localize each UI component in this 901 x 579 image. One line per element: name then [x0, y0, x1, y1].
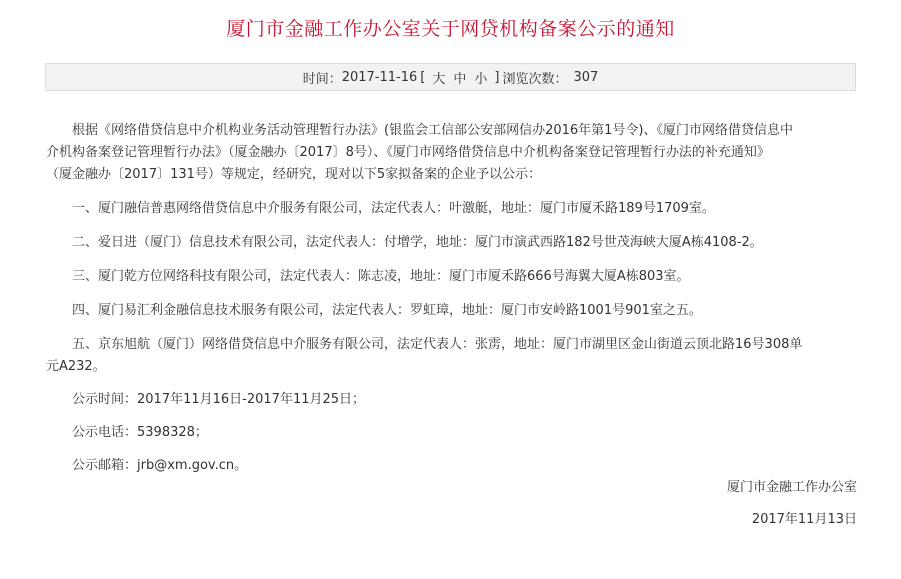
- intro-line-3: （厦金融办〔2017〕131号）等规定，经研究，现对以下5家拟备案的企业予以公示：: [46, 167, 542, 182]
- intro-paragraph: [46, 120, 862, 186]
- bracket-open: [: [420, 69, 426, 85]
- views-count: 307: [573, 69, 599, 85]
- notice-time: 公示时间：2017年11月16日-2017年11月25日；: [72, 392, 366, 407]
- signature-date: 2017年11月13日: [751, 512, 857, 527]
- bracket-close: ]: [494, 69, 500, 85]
- list-item: 二、爱日进（厦门）信息技术有限公司，法定代表人：付增学，地址：厦门市演武西路182号世茂海峡大厦A栋4108-2。: [72, 235, 763, 250]
- article-body: [46, 120, 862, 477]
- notice-email: 公示邮箱：jrb@xm.gov.cn。: [72, 458, 248, 473]
- list-item: 一、厦门融信普惠网络借贷信息中介服务有限公司，法定代表人：叶激艇，地址：厦门市厦禾路189号1709室。: [72, 201, 715, 216]
- views-label: 浏览次数：: [502, 71, 568, 87]
- signature: 厦门市金融工作办公室: [726, 480, 857, 495]
- font-size-small-link[interactable]: 小: [474, 71, 488, 87]
- list-item-5-line-1: 五、京东旭航（厦门）网络借贷信息中介服务有限公司，法定代表人：张雳，地址：厦门市湖里区金山街道云顶北路16号308单: [72, 337, 803, 352]
- list-item: [46, 334, 862, 378]
- list-item: 四、厦门易汇利金融信息技术服务有限公司，法定代表人：罗虹璋，地址：厦门市安岭路1001号901室之五。: [72, 303, 702, 318]
- intro-line-2: 介机构备案登记管理暂行办法》（厦金融办〔2017〕8号）、《厦门市网络借贷信息中介机构备案登记管理暂行办法的补充通知》: [46, 145, 770, 160]
- intro-line-1: 根据《网络借贷信息中介机构业务活动管理暂行办法》(银监会工信部公安部网信办2016年第1号令)、《厦门市网络借贷信息中: [72, 123, 793, 138]
- page-title: 厦门市金融工作办公室关于网贷机构备案公示的通知: [226, 18, 675, 40]
- list-item-5-line-2: 元A232。: [46, 359, 106, 374]
- list-item: 三、厦门乾方位网络科技有限公司，法定代表人：陈志凌，地址：厦门市厦禾路666号海翼大厦A栋803室。: [72, 269, 690, 284]
- font-size-medium-link[interactable]: 中: [453, 71, 467, 87]
- publish-date: 2017-11-16: [341, 69, 418, 85]
- time-label: 时间：: [302, 71, 342, 87]
- notice-phone: 公示电话：5398328；: [72, 425, 208, 440]
- font-size-large-link[interactable]: 大: [432, 71, 446, 87]
- article-meta-bar: [45, 63, 856, 91]
